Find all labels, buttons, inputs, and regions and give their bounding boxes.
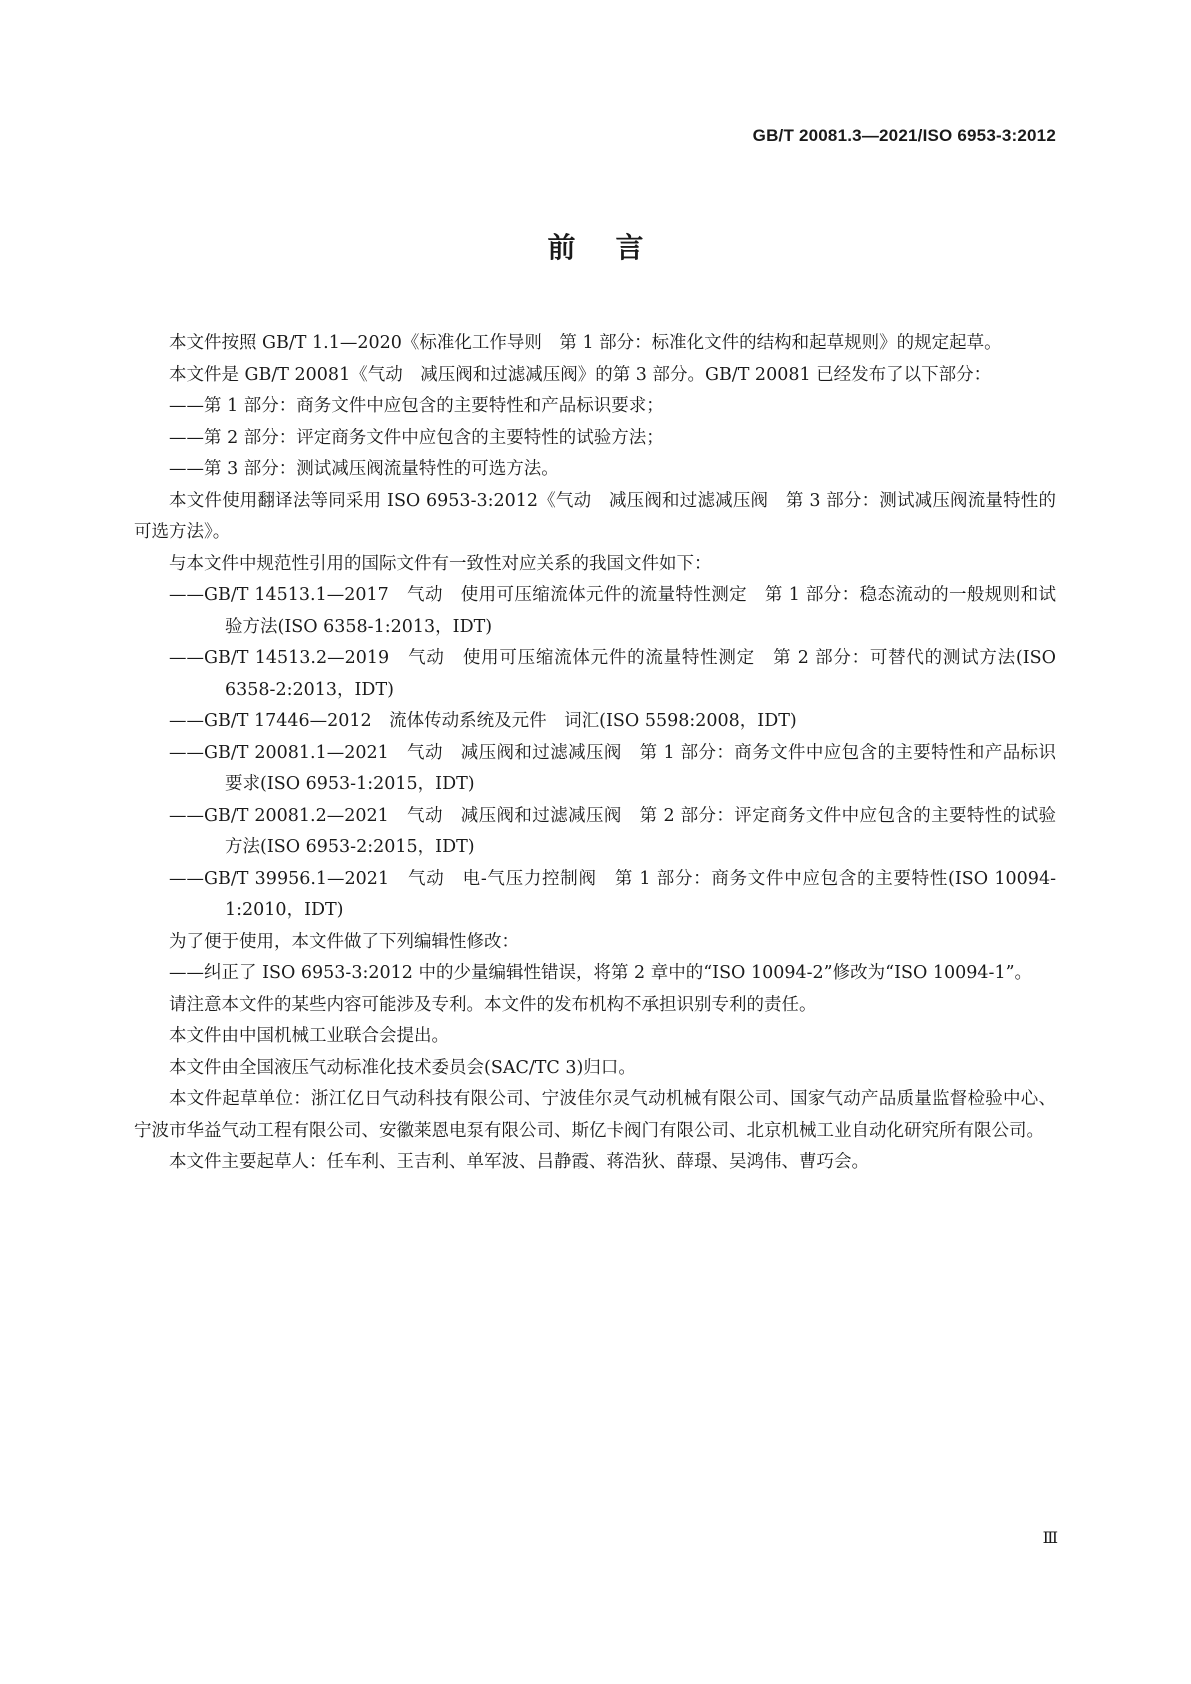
list-item-ref-14513-2: ——GB/T 14513.2—2019 气动 使用可压缩流体元件的流量特性测定 第 2 部分：可替代的测试方法(ISO 6358-2:2013，IDT) xyxy=(169,648,1056,700)
list-item-part-2: ——第 2 部分：评定商务文件中应包含的主要特性的试验方法； xyxy=(169,427,664,448)
foreword-body xyxy=(134,328,1056,1179)
list-item-ref-14513-1: ——GB/T 14513.1—2017 气动 使用可压缩流体元件的流量特性测定 第 1 部分：稳态流动的一般规则和试验方法(ISO 6358-1:2013，IDT) xyxy=(169,585,1056,637)
paragraph-adoption: 本文件使用翻译法等同采用 ISO 6953-3:2012《气动 减压阀和过滤减压阀 第 3 部分：测试减压阀流量特性的可选方法》。 xyxy=(134,490,1056,542)
paragraph-drafting-units: 本文件起草单位：浙江亿日气动科技有限公司、宁波佳尔灵气动机械有限公司、国家气动产品质量监督检验中心、宁波市华益气动工程有限公司、安徽莱恩电泵有限公司、斯亿卡阀门有限公司、北京机械工业自动化研究所有限公司。 xyxy=(134,1089,1056,1141)
document-code: GB/T 20081.3—2021/ISO 6953-3:2012 xyxy=(752,126,1056,145)
list-item-editorial-change: ——纠正了 ISO 6953-3:2012 中的少量编辑性错误，将第 2 章中的“ISO 10094-2”修改为“ISO 10094-1”。 xyxy=(169,963,1033,983)
paragraph-drafters: 本文件主要起草人：任车利、王吉利、单军波、吕静霞、蒋浩狄、薛璟、吴鸿伟、曹巧会。 xyxy=(169,1152,869,1172)
list-item-ref-20081-2: ——GB/T 20081.2—2021 气动 减压阀和过滤减压阀 第 2 部分：评定商务文件中应包含的主要特性的试验方法(ISO 6953-2:2015，IDT) xyxy=(169,805,1056,857)
list-item-ref-17446: ——GB/T 17446—2012 流体传动系统及元件 词汇(ISO 5598:2008，IDT) xyxy=(169,711,797,731)
paragraph-editorial-intro: 为了便于使用，本文件做了下列编辑性修改： xyxy=(169,931,519,952)
paragraph-drafting-rules: 本文件按照 GB/T 1.1—2020《标准化工作导则 第 1 部分：标准化文件的结构和起草规则》的规定起草。 xyxy=(169,333,1002,353)
page-number: Ⅲ xyxy=(1042,1528,1058,1547)
paragraph-references-intro: 与本文件中规范性引用的国际文件有一致性对应关系的我国文件如下： xyxy=(169,553,712,574)
list-item-ref-20081-1: ——GB/T 20081.1—2021 气动 减压阀和过滤减压阀 第 1 部分：商务文件中应包含的主要特性和产品标识要求(ISO 6953-1:2015，IDT) xyxy=(169,742,1056,794)
list-item-part-3: ——第 3 部分：测试减压阀流量特性的可选方法。 xyxy=(169,459,559,479)
paragraph-committee: 本文件由全国液压气动标准化技术委员会(SAC/TC 3)归口。 xyxy=(169,1057,636,1078)
page-title: 前言 xyxy=(547,231,684,264)
paragraph-patent-notice: 请注意本文件的某些内容可能涉及专利。本文件的发布机构不承担识别专利的责任。 xyxy=(169,994,817,1015)
paragraph-proposer: 本文件由中国机械工业联合会提出。 xyxy=(169,1026,449,1046)
paragraph-series-parts: 本文件是 GB/T 20081《气动 减压阀和过滤减压阀》的第 3 部分。GB/T 20081 已经发布了以下部分： xyxy=(169,364,992,385)
list-item-ref-39956-1: ——GB/T 39956.1—2021 气动 电-气压力控制阀 第 1 部分：商务文件中应包含的主要特性(ISO 10094-1:2010，IDT) xyxy=(169,868,1056,920)
list-item-part-1: ——第 1 部分：商务文件中应包含的主要特性和产品标识要求； xyxy=(169,396,664,416)
